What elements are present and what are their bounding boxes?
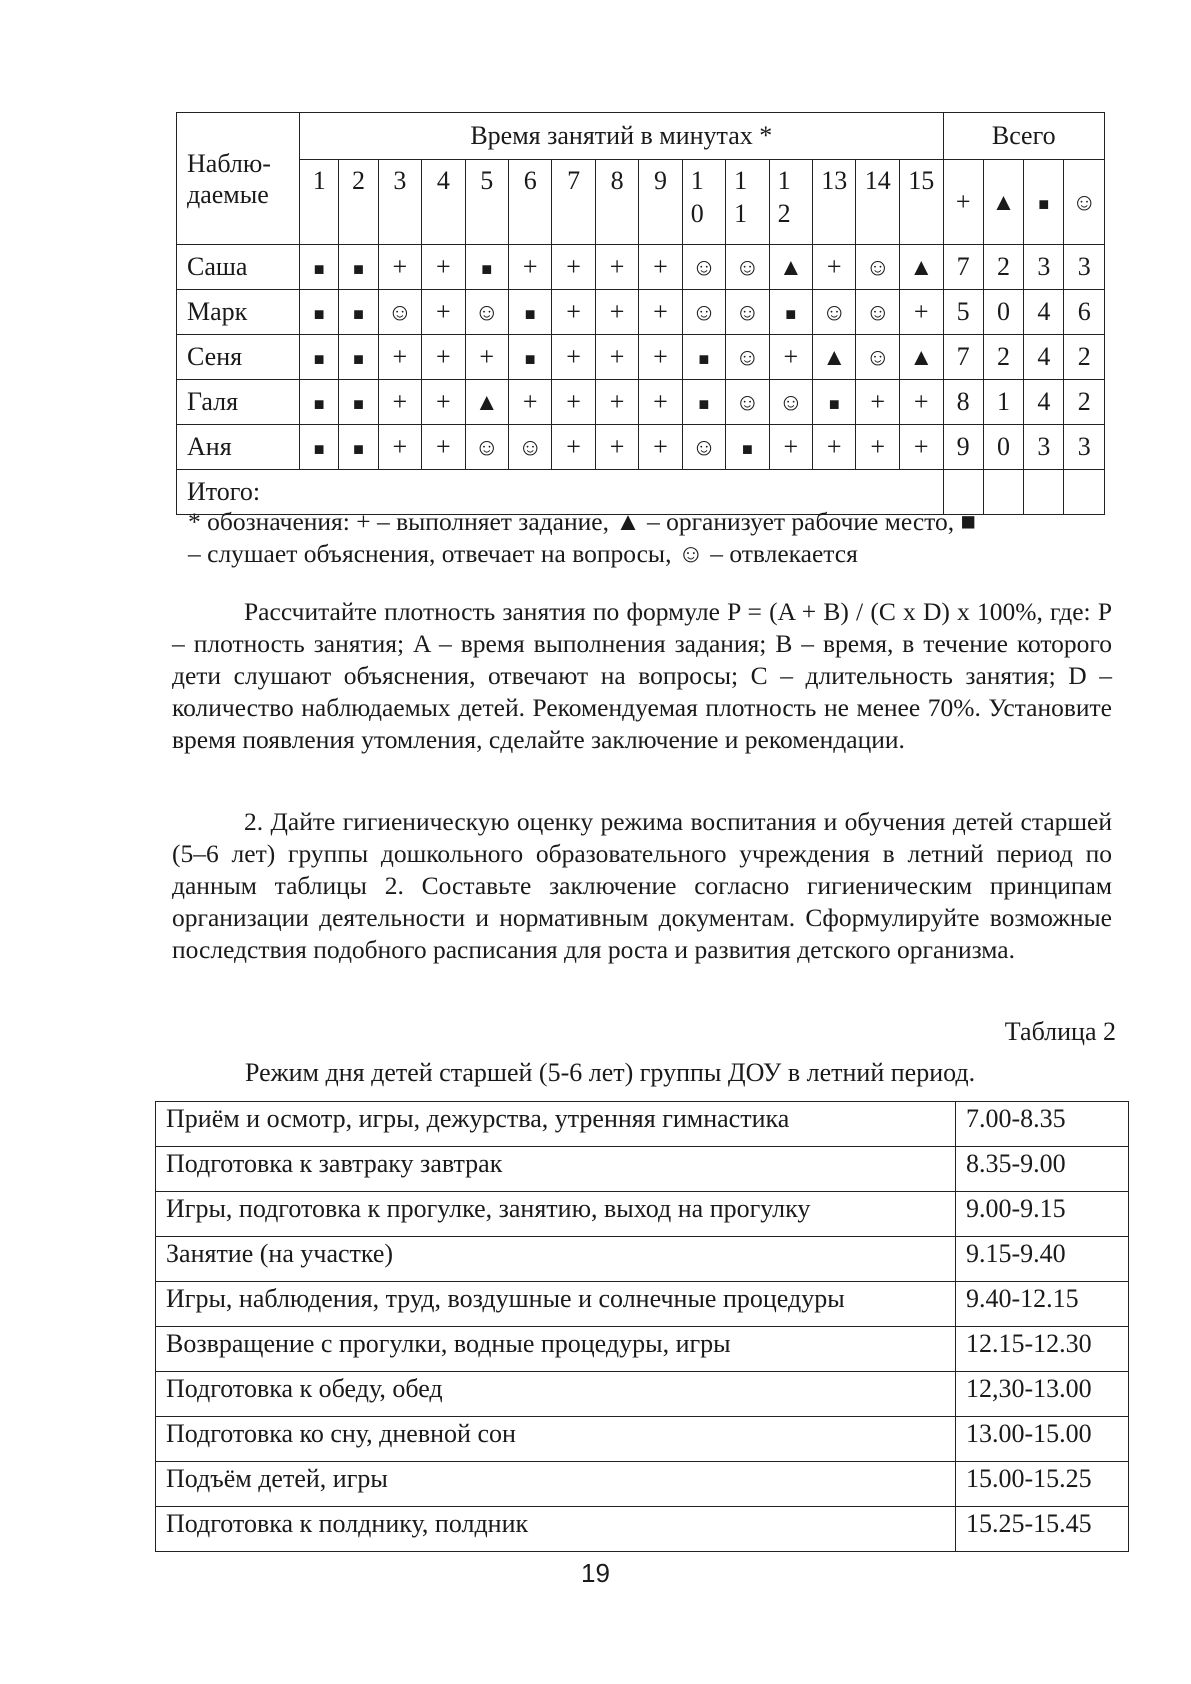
total-symbol-header: ☺ bbox=[1064, 160, 1105, 245]
minute-header: 3 bbox=[378, 160, 421, 245]
table-row bbox=[177, 380, 1105, 425]
minute-header: 2 bbox=[339, 160, 378, 245]
schedule-row bbox=[156, 1147, 1129, 1192]
observation-cell: + bbox=[552, 245, 595, 290]
observation-cell: ■ bbox=[339, 425, 378, 470]
observation-cell: + bbox=[639, 290, 682, 335]
total-cell: 6 bbox=[1064, 290, 1105, 335]
child-name: Галя bbox=[177, 380, 300, 425]
total-cell: 4 bbox=[1024, 290, 1064, 335]
observation-cell: + bbox=[856, 425, 899, 470]
observation-cell: + bbox=[422, 245, 465, 290]
minute-header: 1 bbox=[300, 160, 339, 245]
observation-cell: ■ bbox=[339, 245, 378, 290]
observation-cell: + bbox=[899, 380, 943, 425]
table-row bbox=[177, 290, 1105, 335]
total-symbol-header: ▲ bbox=[983, 160, 1023, 245]
schedule-activity: Занятие (на участке) bbox=[156, 1237, 956, 1282]
child-name: Сеня bbox=[177, 335, 300, 380]
total-cell: 3 bbox=[1064, 425, 1105, 470]
schedule-time: 8.35-9.00 bbox=[956, 1147, 1129, 1192]
minute-header: 7 bbox=[552, 160, 595, 245]
observation-cell: ▲ bbox=[899, 335, 943, 380]
total-symbol-header: ■ bbox=[1024, 160, 1064, 245]
paragraph-formula: Рассчитайте плотность занятия по формуле P = (A + B) / (C x D) x 100%, где: P – плотность занятия; A – время выполнения задания; B – время, в течение которого дети слушают объяснения, отвечают на вопросы; C – длительность занятия; D – количество наблюдаемых детей. Рекомендуемая плотность не менее 70%. Установите время появления утомления, сделайте заключение и рекомендации. bbox=[172, 597, 1112, 754]
total-cell: 8 bbox=[943, 380, 983, 425]
observation-cell: + bbox=[508, 380, 551, 425]
observation-cell: ▲ bbox=[899, 245, 943, 290]
total-cell: 9 bbox=[943, 425, 983, 470]
total-cell: 1 bbox=[983, 380, 1023, 425]
child-name: Аня bbox=[177, 425, 300, 470]
total-cell: 7 bbox=[943, 245, 983, 290]
schedule-time: 9.00-9.15 bbox=[956, 1192, 1129, 1237]
schedule-activity: Игры, подготовка к прогулке, занятию, выход на прогулку bbox=[156, 1192, 956, 1237]
total-cell: 2 bbox=[1064, 380, 1105, 425]
observation-cell: + bbox=[508, 245, 551, 290]
schedule-activity: Подготовка к завтраку завтрак bbox=[156, 1147, 956, 1192]
observation-cell: + bbox=[595, 335, 638, 380]
observation-cell: ■ bbox=[682, 335, 725, 380]
observation-cell: + bbox=[552, 380, 595, 425]
header-total: Всего bbox=[943, 113, 1105, 160]
header-observed: Наблю- даемые bbox=[177, 113, 300, 245]
observation-cell: + bbox=[595, 245, 638, 290]
observation-cell: ■ bbox=[300, 335, 339, 380]
schedule-row bbox=[156, 1507, 1129, 1552]
observation-cell: ■ bbox=[300, 380, 339, 425]
observation-cell: ☺ bbox=[726, 290, 769, 335]
observation-cell: + bbox=[422, 425, 465, 470]
observation-cell: + bbox=[813, 425, 856, 470]
page-number: 19 bbox=[581, 1558, 610, 1588]
observation-cell: ☺ bbox=[378, 290, 421, 335]
schedule-activity: Подъём детей, игры bbox=[156, 1462, 956, 1507]
observation-cell: + bbox=[552, 425, 595, 470]
schedule-table bbox=[155, 1101, 1129, 1552]
header-time: Время занятий в минутах * bbox=[300, 113, 943, 160]
observation-cell: ☺ bbox=[856, 335, 899, 380]
schedule-row bbox=[156, 1192, 1129, 1237]
observation-cell: + bbox=[595, 290, 638, 335]
schedule-time: 15.00-15.25 bbox=[956, 1462, 1129, 1507]
paragraph-task-2: 2. Дайте гигиеническую оценку режима воспитания и обучения детей старшей (5–6 лет) группы дошкольного образовательного учреждения в летний период по данным таблицы 2. Составьте заключение согласно гигиеническим принципам организации деятельности и нормативным документам. Сформулируйте возможные последствия подобного расписания для роста и развития детского организма. bbox=[172, 807, 1112, 964]
total-cell: 4 bbox=[1024, 380, 1064, 425]
schedule-activity: Игры, наблюдения, труд, воздушные и солнечные процедуры bbox=[156, 1282, 956, 1327]
observation-cell: ☺ bbox=[856, 290, 899, 335]
observation-cell: ☺ bbox=[726, 245, 769, 290]
schedule-row bbox=[156, 1282, 1129, 1327]
total-cell: 3 bbox=[1024, 425, 1064, 470]
observation-cell: + bbox=[856, 380, 899, 425]
observation-cell: + bbox=[422, 335, 465, 380]
minute-header: 15 bbox=[899, 160, 943, 245]
observation-table bbox=[176, 112, 1105, 515]
observation-cell: ☺ bbox=[769, 380, 812, 425]
observation-cell: + bbox=[769, 335, 812, 380]
observation-cell: ■ bbox=[300, 245, 339, 290]
observation-cell: ■ bbox=[339, 335, 378, 380]
schedule-time: 12.15-12.30 bbox=[956, 1327, 1129, 1372]
observation-cell: + bbox=[639, 335, 682, 380]
total-cell: 3 bbox=[1064, 245, 1105, 290]
observation-cell: + bbox=[639, 425, 682, 470]
schedule-time: 13.00-15.00 bbox=[956, 1417, 1129, 1462]
schedule-activity: Подготовка к обеду, обед bbox=[156, 1372, 956, 1417]
table-row bbox=[177, 245, 1105, 290]
observation-cell: ■ bbox=[339, 380, 378, 425]
total-cell: 5 bbox=[943, 290, 983, 335]
total-cell: 3 bbox=[1024, 245, 1064, 290]
table-row bbox=[177, 335, 1105, 380]
observation-cell: ☺ bbox=[508, 425, 551, 470]
observation-cell: + bbox=[378, 425, 421, 470]
schedule-time: 15.25-15.45 bbox=[956, 1507, 1129, 1552]
observation-cell: + bbox=[595, 380, 638, 425]
table-row bbox=[177, 425, 1105, 470]
minute-header: 14 bbox=[856, 160, 899, 245]
observation-cell: ■ bbox=[300, 425, 339, 470]
observation-cell: ■ bbox=[300, 290, 339, 335]
observation-cell: ■ bbox=[508, 335, 551, 380]
total-cell: 2 bbox=[983, 335, 1023, 380]
schedule-row bbox=[156, 1372, 1129, 1417]
schedule-row bbox=[156, 1462, 1129, 1507]
schedule-activity: Приём и осмотр, игры, дежурства, утренняя гимнастика bbox=[156, 1102, 956, 1147]
observation-cell: ■ bbox=[813, 380, 856, 425]
observation-cell: + bbox=[899, 425, 943, 470]
minute-header: 9 bbox=[639, 160, 682, 245]
observation-cell: + bbox=[552, 290, 595, 335]
observation-cell: ■ bbox=[508, 290, 551, 335]
legend-line-2: – слушает объяснения, отвечает на вопросы, ☺ – отвлекается bbox=[188, 539, 858, 568]
total-cell: 0 bbox=[983, 425, 1023, 470]
observation-cell: ☺ bbox=[856, 245, 899, 290]
observation-cell: ■ bbox=[726, 425, 769, 470]
observation-cell: + bbox=[422, 380, 465, 425]
observation-cell: + bbox=[595, 425, 638, 470]
table-2-label: Таблица 2 bbox=[1004, 1017, 1116, 1046]
schedule-row bbox=[156, 1327, 1129, 1372]
schedule-time: 12,30-13.00 bbox=[956, 1372, 1129, 1417]
observation-cell: + bbox=[378, 380, 421, 425]
observation-cell: + bbox=[378, 335, 421, 380]
observation-cell: + bbox=[899, 290, 943, 335]
observation-cell: + bbox=[465, 335, 508, 380]
minute-header: 1 0 bbox=[682, 160, 725, 245]
observation-cell: ☺ bbox=[465, 290, 508, 335]
legend-line-1: * обозначения: + – выполняет задание, ▲ – организует рабочие место, ■ bbox=[188, 507, 976, 536]
observation-cell: ■ bbox=[339, 290, 378, 335]
schedule-activity: Подготовка ко сну, дневной сон bbox=[156, 1417, 956, 1462]
observation-cell: + bbox=[552, 335, 595, 380]
total-cell: 2 bbox=[1064, 335, 1105, 380]
minute-header: 5 bbox=[465, 160, 508, 245]
observation-cell: ▲ bbox=[813, 335, 856, 380]
minute-header: 1 1 bbox=[726, 160, 769, 245]
schedule-activity: Возвращение с прогулки, водные процедуры, игры bbox=[156, 1327, 956, 1372]
schedule-time: 9.15-9.40 bbox=[956, 1237, 1129, 1282]
observation-cell: + bbox=[378, 245, 421, 290]
observation-cell: ☺ bbox=[813, 290, 856, 335]
observation-cell: ■ bbox=[682, 380, 725, 425]
total-cell: 0 bbox=[983, 290, 1023, 335]
schedule-row bbox=[156, 1417, 1129, 1462]
schedule-row bbox=[156, 1237, 1129, 1282]
observation-cell: + bbox=[639, 380, 682, 425]
observation-cell: ☺ bbox=[726, 335, 769, 380]
observation-cell: ☺ bbox=[682, 245, 725, 290]
child-name: Марк bbox=[177, 290, 300, 335]
total-cell: 4 bbox=[1024, 335, 1064, 380]
minute-header: 4 bbox=[422, 160, 465, 245]
table-2-title: Режим дня детей старшей (5-6 лет) группы ДОУ в летний период. bbox=[245, 1058, 976, 1087]
observation-cell: ☺ bbox=[465, 425, 508, 470]
observation-cell: ▲ bbox=[769, 245, 812, 290]
schedule-time: 9.40-12.15 bbox=[956, 1282, 1129, 1327]
minute-header: 13 bbox=[813, 160, 856, 245]
observation-cell: + bbox=[639, 245, 682, 290]
observation-cell: ■ bbox=[465, 245, 508, 290]
observation-cell: ▲ bbox=[465, 380, 508, 425]
total-row-label: Итого: bbox=[177, 470, 944, 515]
child-name: Саша bbox=[177, 245, 300, 290]
minute-header: 6 bbox=[508, 160, 551, 245]
observation-cell: ☺ bbox=[682, 290, 725, 335]
total-symbol-header: + bbox=[943, 160, 983, 245]
schedule-activity: Подготовка к полднику, полдник bbox=[156, 1507, 956, 1552]
observation-cell: + bbox=[769, 425, 812, 470]
minute-header: 1 2 bbox=[769, 160, 812, 245]
total-cell: 7 bbox=[943, 335, 983, 380]
total-cell: 2 bbox=[983, 245, 1023, 290]
schedule-time: 7.00-8.35 bbox=[956, 1102, 1129, 1147]
observation-cell: ■ bbox=[769, 290, 812, 335]
minute-header: 8 bbox=[595, 160, 638, 245]
observation-cell: ☺ bbox=[682, 425, 725, 470]
observation-cell: + bbox=[422, 290, 465, 335]
schedule-row bbox=[156, 1102, 1129, 1147]
observation-cell: + bbox=[813, 245, 856, 290]
observation-cell: ☺ bbox=[726, 380, 769, 425]
